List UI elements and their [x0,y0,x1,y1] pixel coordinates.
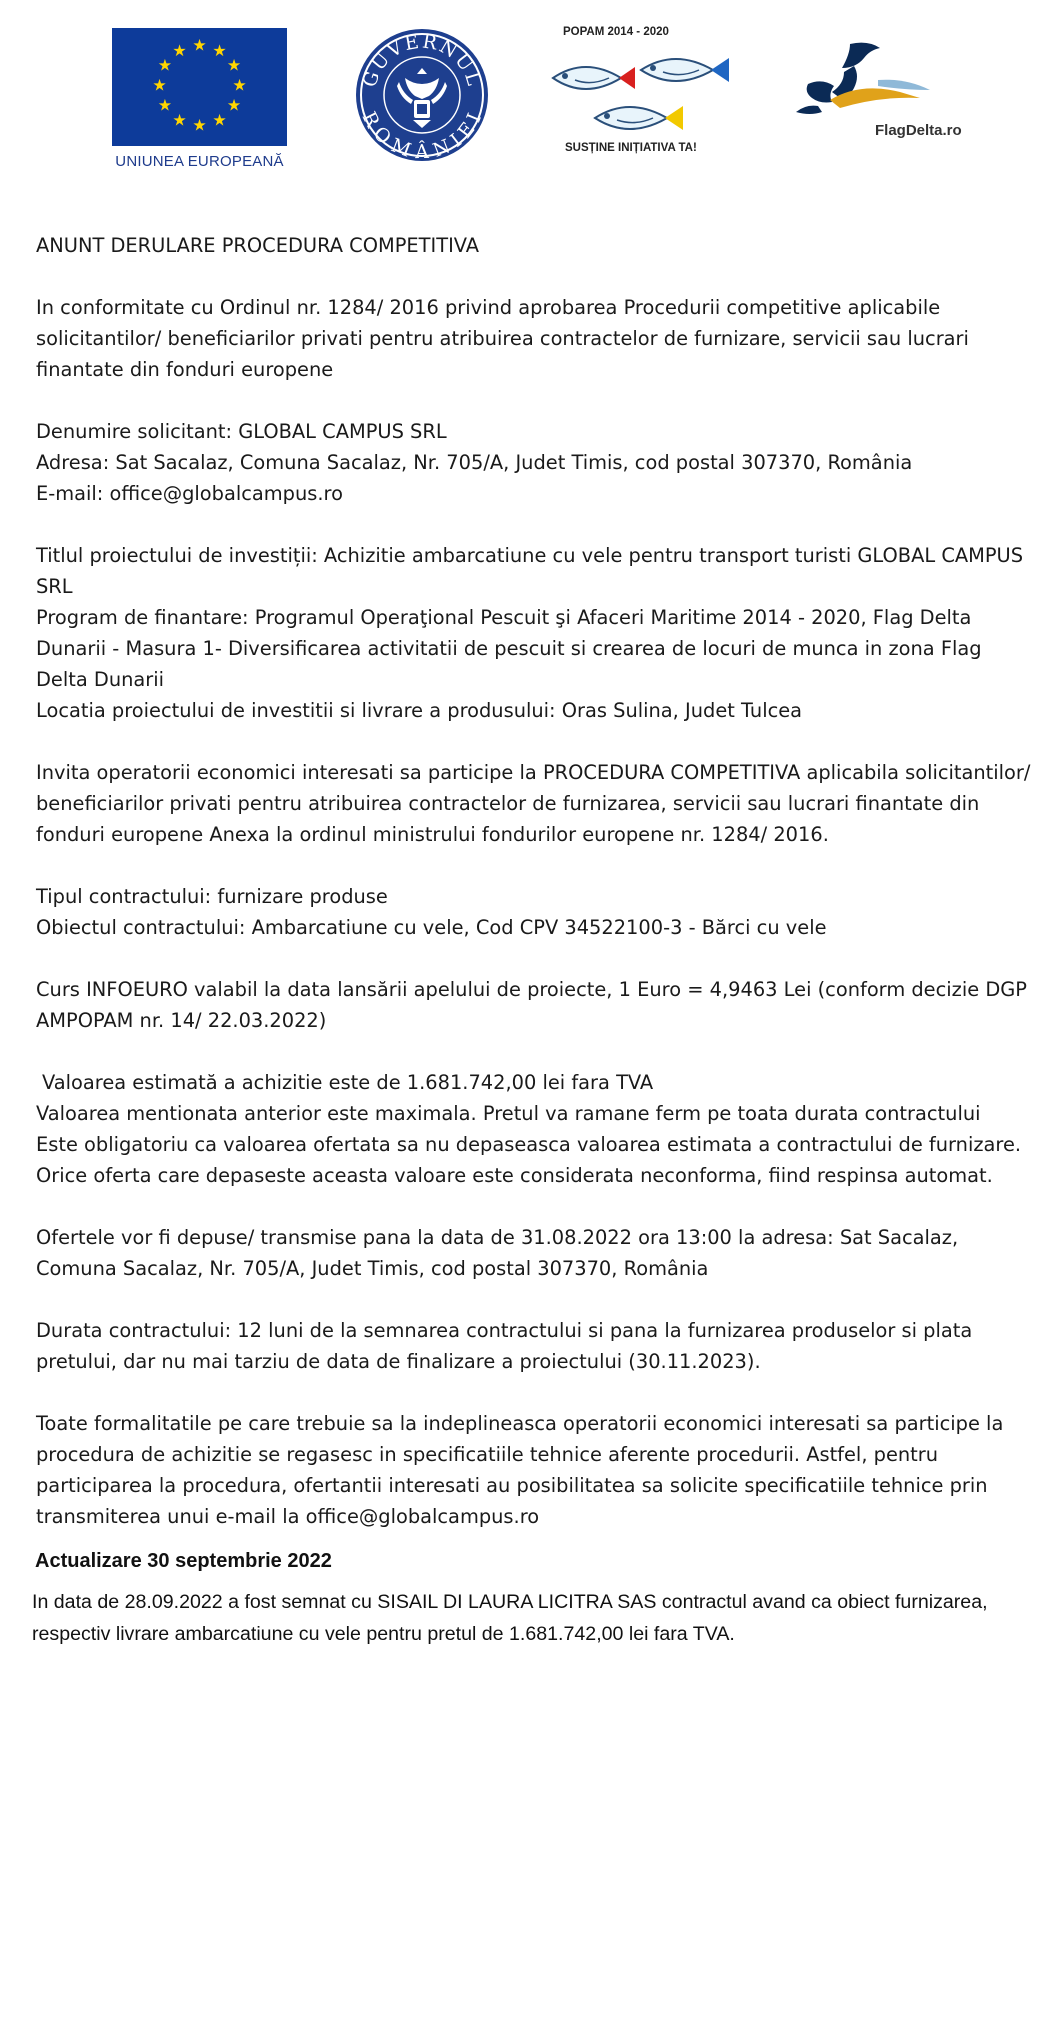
svg-text:★: ★ [157,97,173,115]
svg-text:★: ★ [192,37,207,55]
eu-flag-icon [112,28,287,146]
formalities-paragraph: Toate formalitatile pe care trebuie sa la indeplineasca operatorii economici interesati sa participe la procedura de achizitie se regasesc in specificatiile tehnice aferente procedurii. Astfel, pentru participarea la procedura, ofertantii interesati au posibilitatea sa solicite specificatiile tehnice prin transmiterea unui e-mail la office@globalcampus.ro [36,1412,1004,1528]
government-seal-logo [353,26,491,164]
svg-text:★: ★ [152,77,167,95]
applicant-email: E-mail: office@globalcampus.ro [36,482,343,505]
announcement-document [32,230,1036,1650]
popam-logo [545,20,745,160]
submission-deadline: Ofertele vor fi depuse/ transmise pana la data de 31.08.2022 ora 13:00 la adresa: Sat Sacalaz, Comuna Sacalaz, Nr. 705/A, Judet Timis, cod postal 307370, România [36,1226,959,1280]
popam-title: POPAM 2014 - 2020 [563,26,669,38]
pelican-icon [790,40,980,120]
popam-slogan: SUSȚINE INIȚIATIVA TA! [565,142,697,154]
update-paragraph: In data de 28.09.2022 a fost semnat cu SISAIL DI LAURA LICITRA SAS contractul avand ca obiect furnizarea, respectiv livrare ambarcatiune cu vele pentru pretul de 1.681.742,00 lei fara TVA. [32,1591,988,1645]
estimated-value: Valoarea estimată a achizitie este de 1.681.742,00 lei fara TVA [42,1071,654,1094]
invitation-paragraph: Invita operatorii economici interesati sa participe la PROCEDURA COMPETITIVA aplicabila solicitantilor/ beneficiarilor privati pentru atribuirea contractelor de furnizarea, servicii sau lucrari finantate din fonduri europene Anexa la ordinul ministrului fondurilor europene nr. 1284/ 2016. [36,761,1031,846]
contract-type: Tipul contractului: furnizare produse [36,885,388,908]
legal-basis-paragraph: In conformitate cu Ordinul nr. 1284/ 2016 privind aprobarea Procedurii competitive aplicabile solicitantilor/ beneficiarilor privati pentru atribuirea contractelor de furnizare, servicii sau lucrari finantate din fonduri europene [36,296,969,381]
contract-duration: Durata contractului: 12 luni de la semnarea contractului si pana la furnizarea produselor si plata pretului, dar nu mai tarziu de data de finalizare a proiectului (30.11.2023). [36,1319,973,1373]
project-location: Locatia proiectului de investitii si livrare a produsului: Oras Sulina, Judet Tulcea [36,699,803,722]
contract-object: Obiectul contractului: Ambarcatiune cu vele, Cod CPV 34522100-3 - Bărci cu vele [36,916,827,939]
update-heading: Actualizare 30 septembrie 2022 [35,1550,332,1572]
flagdelta-logo [790,40,980,150]
government-seal-icon [353,26,491,164]
funding-program: Program de finantare: Programul Operaţional Pescuit şi Afaceri Maritime 2014 - 2020, Flag Delta Dunarii - Masura 1- Diversificarea activitatii de pescuit si crearea de locuri de munca in zona Flag Delta Dunarii [36,606,982,691]
svg-text:★: ★ [212,112,227,130]
exchange-rate-paragraph: Curs INFOEURO valabil la data lansării apelului de proiecte, 1 Euro = 4,9463 Lei (conform decizie DGP AMPOPAM nr. 14/ 22.03.2022) [36,978,1027,1032]
maximum-value-note: Valoarea mentionata anterior este maximala. Pretul va ramane ferm pe toata durata contractului [36,1102,981,1125]
project-title: Titlul proiectului de investiții: Achizitie ambarcatiune cu vele pentru transport turisti GLOBAL CAMPUS SRL [36,544,1024,598]
svg-text:★: ★ [172,43,187,61]
announcement-body [36,230,1036,1532]
logo-banner [0,0,1049,190]
applicant-name: Denumire solicitant: GLOBAL CAMPUS SRL [36,420,447,443]
svg-text:★: ★ [157,57,173,75]
svg-text:GUVERNUL: GUVERNUL [358,30,486,90]
flagdelta-caption: FlagDelta.ro [875,122,962,139]
fish-icon [545,42,745,142]
svg-text:★: ★ [172,112,187,130]
svg-text:★: ★ [226,97,242,115]
eu-logo [112,28,287,173]
svg-text:★: ★ [226,57,242,75]
announcement-title: ANUNT DERULARE PROCEDURA COMPETITIVA [36,234,480,257]
svg-text:ROMÂNIEI: ROMÂNIEI [357,108,487,163]
mandatory-value-note: Este obligatoriu ca valoarea ofertata sa nu depaseasca valoarea estimata a contractului de furnizare. Orice oferta care depaseste aceasta valoare este considerata neconforma, fiind respinsa automat. [36,1133,1022,1187]
svg-text:★: ★ [192,117,207,135]
svg-text:★: ★ [232,77,247,95]
svg-text:★: ★ [212,43,227,61]
applicant-address: Adresa: Sat Sacalaz, Comuna Sacalaz, Nr. 705/A, Judet Timis, cod postal 307370, România [36,451,913,474]
eu-caption: UNIUNEA EUROPEANĂ [115,153,284,170]
